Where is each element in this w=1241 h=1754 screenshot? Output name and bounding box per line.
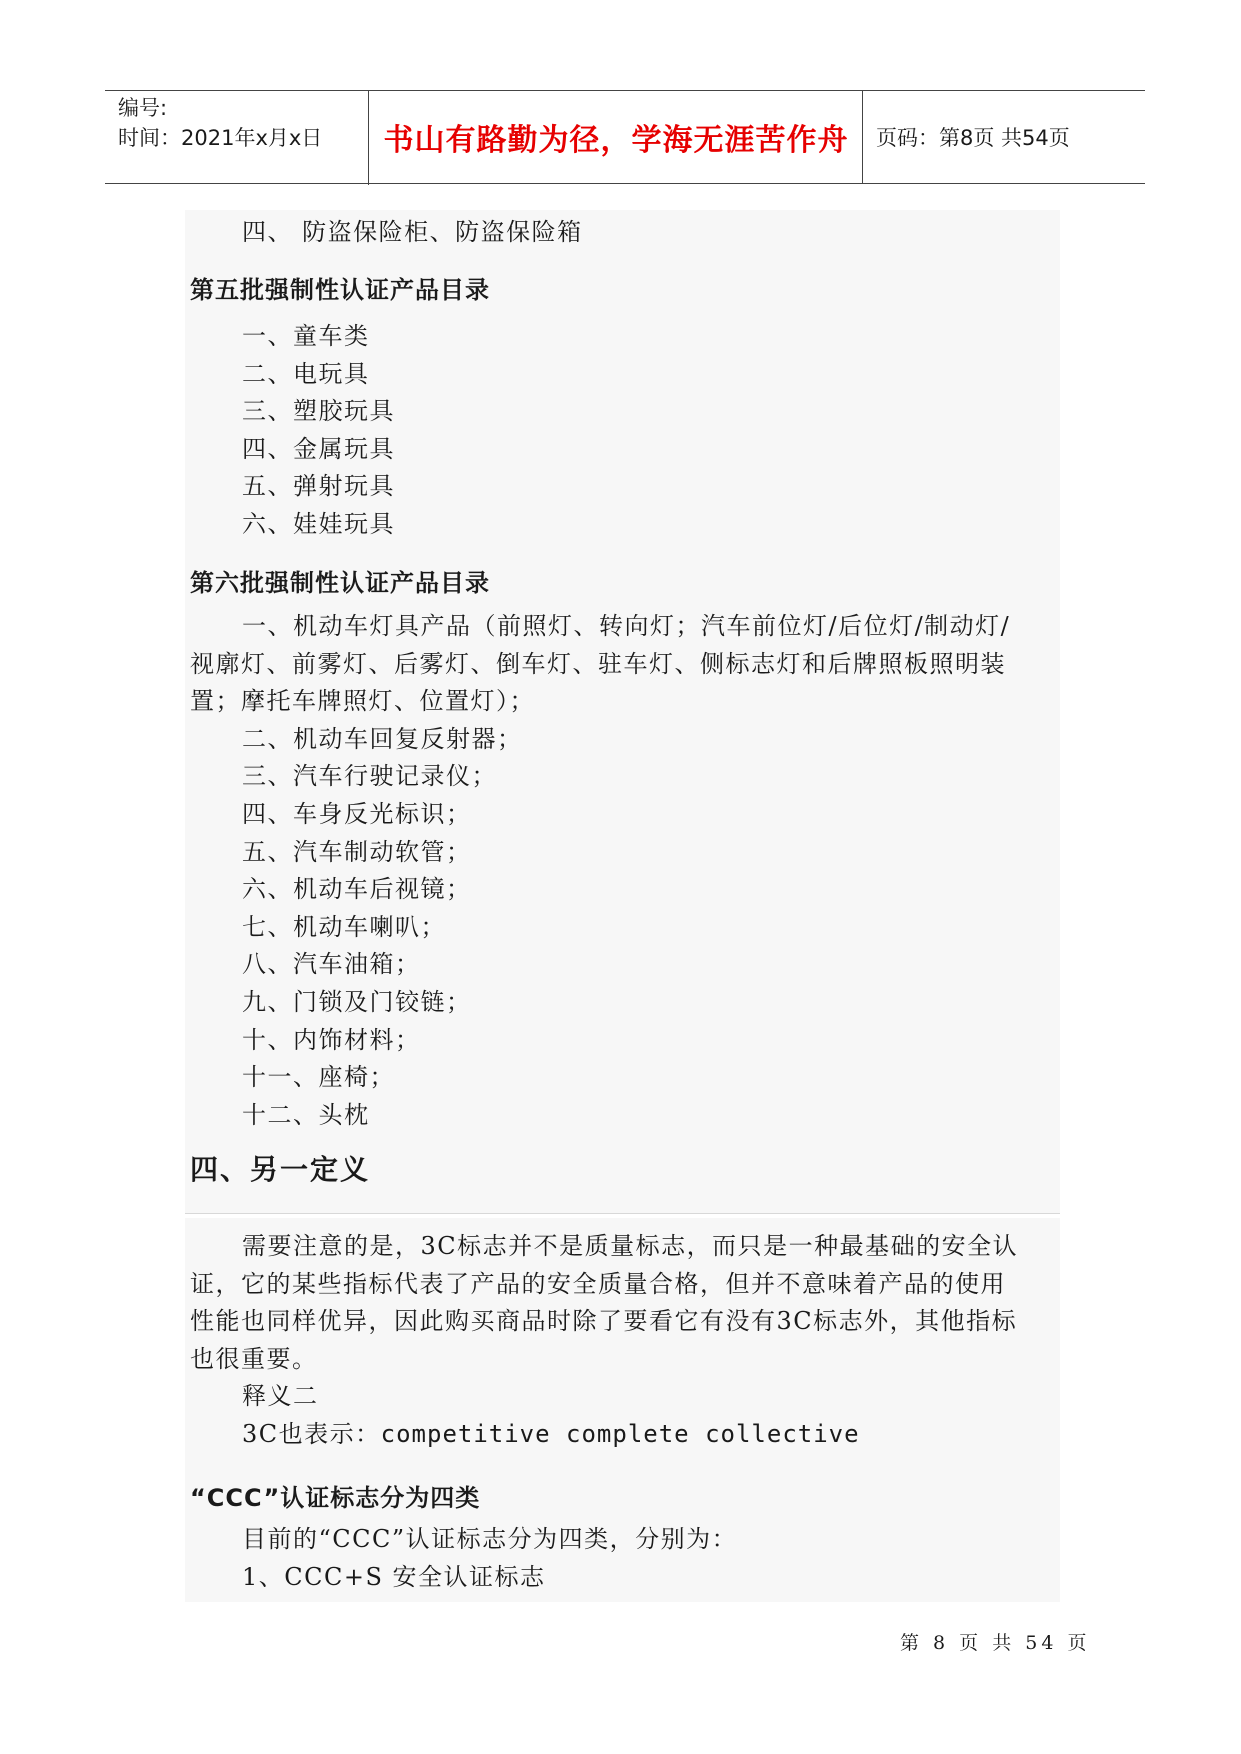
header-meta bbox=[105, 91, 369, 185]
list-item: 十、内饰材料； bbox=[242, 1025, 421, 1054]
list-item: 七、机动车喇叭； bbox=[242, 912, 446, 941]
list-item: 三、塑胶玩具 bbox=[242, 397, 395, 426]
page-footer: 第 8 页 共 54 页 bbox=[900, 1632, 1091, 1654]
paragraph-line: 也很重要。 bbox=[190, 1344, 318, 1373]
batch5-section bbox=[190, 270, 1060, 310]
list-item: 一、童车类 bbox=[242, 322, 370, 350]
section4-title: 四、另一定义 bbox=[190, 1153, 371, 1186]
list-item: 五、弹射玩具 bbox=[242, 472, 395, 501]
time-label: 时间：2021年x月x日 bbox=[118, 126, 323, 150]
list-item: 五、汽车制动软管； bbox=[242, 837, 472, 866]
sub-title: 释义二 bbox=[242, 1382, 319, 1411]
list-item: 四、车身反光标识； bbox=[242, 799, 472, 828]
batch6-title: 第六批强制性认证产品目录 bbox=[190, 569, 490, 597]
paragraph-line: 需要注意的是，3C标志并不是质量标志，而只是一种最基础的安全认 bbox=[242, 1232, 1019, 1260]
list-item: 二、机动车回复反射器； bbox=[242, 724, 523, 753]
header-page-code: 页码：第8页 共54页 bbox=[876, 126, 1070, 150]
batch6-list bbox=[190, 608, 1060, 1134]
list-item: 1、CCC+S 安全认证标志 bbox=[242, 1562, 546, 1591]
list-item: 二、电玩具 bbox=[242, 359, 370, 388]
batch5-list bbox=[190, 318, 1060, 544]
list-item: 九、门锁及门铰链； bbox=[242, 987, 472, 1016]
top-item-block bbox=[190, 214, 1060, 252]
expansion-line bbox=[190, 1416, 1060, 1454]
page-header bbox=[105, 90, 1145, 184]
list-item: 十一、座椅； bbox=[242, 1063, 395, 1092]
expansion-prefix: 3C也表示： bbox=[242, 1419, 381, 1448]
expansion-words: competitive complete collective bbox=[380, 1419, 860, 1448]
ccc-intro: 目前的“CCC”认证标志分为四类，分别为： bbox=[242, 1525, 738, 1553]
list-item-wrapped: 一、机动车灯具产品（前照灯、转向灯；汽车前位灯/后位灯/制动灯/ bbox=[242, 612, 1011, 640]
list-item: 十二、头枕 bbox=[242, 1100, 370, 1129]
list-item-wrapped-cont: 置；摩托车牌照灯、位置灯）； bbox=[190, 687, 535, 716]
ccc-title: “CCC”认证标志分为四类 bbox=[190, 1484, 481, 1512]
header-motto: 书山有路勤为径，学海无涯苦作舟 bbox=[370, 91, 863, 183]
ccc-body bbox=[190, 1521, 1060, 1596]
ccc-section bbox=[190, 1478, 1060, 1518]
paragraph-line: 证，它的某些指标代表了产品的安全质量合格，但并不意味着产品的使用 bbox=[190, 1269, 1006, 1298]
list-item: 四、金属玩具 bbox=[242, 434, 395, 463]
number-label: 编号: bbox=[118, 96, 168, 120]
batch5-title: 第五批强制性认证产品目录 bbox=[190, 276, 490, 304]
section4-body bbox=[190, 1228, 1060, 1454]
section-divider bbox=[185, 1213, 1060, 1214]
list-item: 六、娃娃玩具 bbox=[242, 509, 395, 538]
list-item-wrapped-cont: 视廓灯、前雾灯、后雾灯、倒车灯、驻车灯、侧标志灯和后牌照板照明装 bbox=[190, 649, 1006, 678]
section4-heading-block bbox=[190, 1150, 1060, 1190]
batch6-section bbox=[190, 563, 1060, 603]
list-item: 六、机动车后视镜； bbox=[242, 875, 472, 904]
paragraph-line: 性能也同样优异，因此购买商品时除了要看它有没有3C标志外，其他指标 bbox=[190, 1307, 1018, 1336]
list-item: 三、汽车行驶记录仪； bbox=[242, 762, 497, 791]
list-item: 四、 防盗保险柜、防盗保险箱 bbox=[242, 218, 583, 246]
list-item: 八、汽车油箱； bbox=[242, 950, 421, 979]
